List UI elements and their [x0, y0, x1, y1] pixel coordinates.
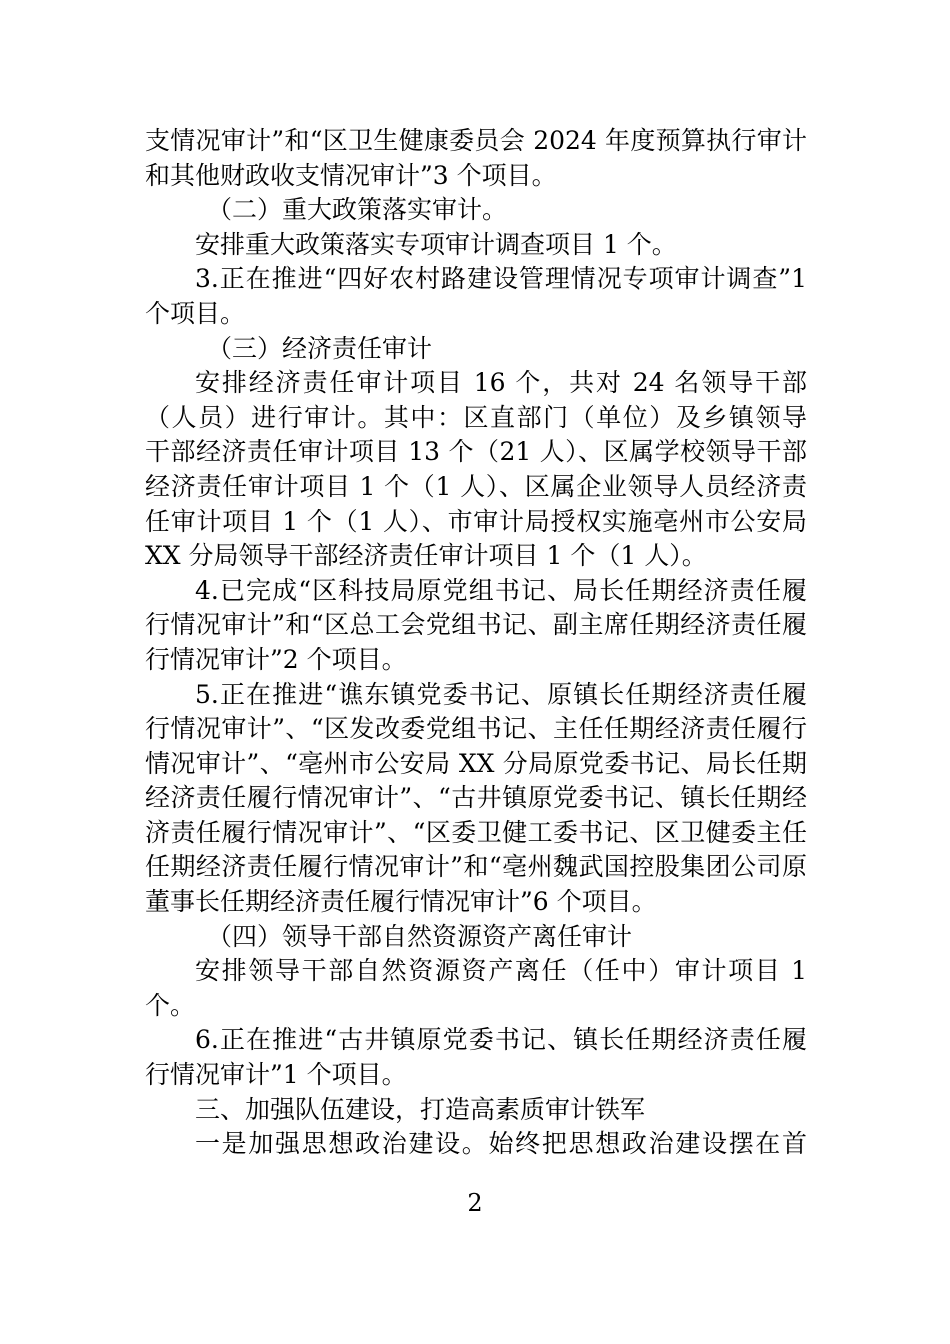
document-body	[145, 124, 807, 1162]
text-line: 行情况审计”、“区发改委党组书记、主任任期经济责任履行	[145, 714, 807, 744]
text-line: 行情况审计”1 个项目。	[145, 1060, 407, 1090]
text-line: 董事长任期经济责任履行情况审计”6 个项目。	[145, 887, 657, 917]
text-line: 和其他财政收支情况审计”3 个项目。	[145, 160, 557, 190]
text-line: 安排重大政策落实专项审计调查项目 1 个。	[195, 229, 677, 259]
text-line: 一是加强思想政治建设。始终把思想政治建设摆在首	[195, 1129, 807, 1159]
section-heading: （三）经济责任审计	[207, 333, 433, 363]
text-line: 情况审计”、“亳州市公安局 XX 分局原党委书记、局长任期	[145, 748, 807, 778]
text-line: 行情况审计”2 个项目。	[145, 644, 407, 674]
text-line: 任期经济责任履行情况审计”和“亳州魏武国控股集团公司原	[145, 852, 807, 882]
text-line: XX 分局领导干部经济责任审计项目 1 个（1 人）。	[145, 541, 707, 571]
section-heading: 三、加强队伍建设，打造高素质审计铁军	[195, 1094, 646, 1124]
text-line: 任审计项目 1 个（1 人）、市审计局授权实施亳州市公安局	[145, 506, 807, 536]
text-line: 个。	[145, 990, 196, 1020]
text-line: 安排领导干部自然资源资产离任（任中）审计项目 1	[195, 956, 807, 986]
text-line: 行情况审计”和“区总工会党组书记、副主席任期经济责任履	[145, 610, 807, 640]
section-heading: （二）重大政策落实审计。	[207, 195, 508, 225]
page-number: 2	[467, 1189, 483, 1217]
text-line: 安排经济责任审计项目 16 个，共对 24 名领导干部	[195, 368, 807, 398]
text-line: （人员）进行审计。其中：区直部门（单位）及乡镇领导	[145, 402, 807, 432]
text-line: 6.正在推进“古井镇原党委书记、镇长任期经济责任履	[195, 1025, 807, 1055]
text-line: 5.正在推进“谯东镇党委书记、原镇长任期经济责任履	[195, 679, 807, 709]
text-line: 经济责任履行情况审计”、“古井镇原党委书记、镇长任期经	[145, 783, 807, 813]
text-line: 个项目。	[145, 298, 246, 328]
section-heading: （四）领导干部自然资源资产离任审计	[207, 921, 633, 951]
text-line: 经济责任审计项目 1 个（1 人）、区属企业领导人员经济责	[145, 471, 807, 501]
text-line: 4.已完成“区科技局原党组书记、局长任期经济责任履	[195, 575, 807, 605]
text-line: 支情况审计”和“区卫生健康委员会 2024 年度预算执行审计	[145, 126, 807, 155]
text-line: 干部经济责任审计项目 13 个（21 人）、区属学校领导干部	[145, 437, 807, 467]
text-line: 3.正在推进“四好农村路建设管理情况专项审计调查”1	[195, 264, 807, 294]
text-line: 济责任履行情况审计”、“区委卫健工委书记、区卫健委主任	[145, 817, 807, 847]
